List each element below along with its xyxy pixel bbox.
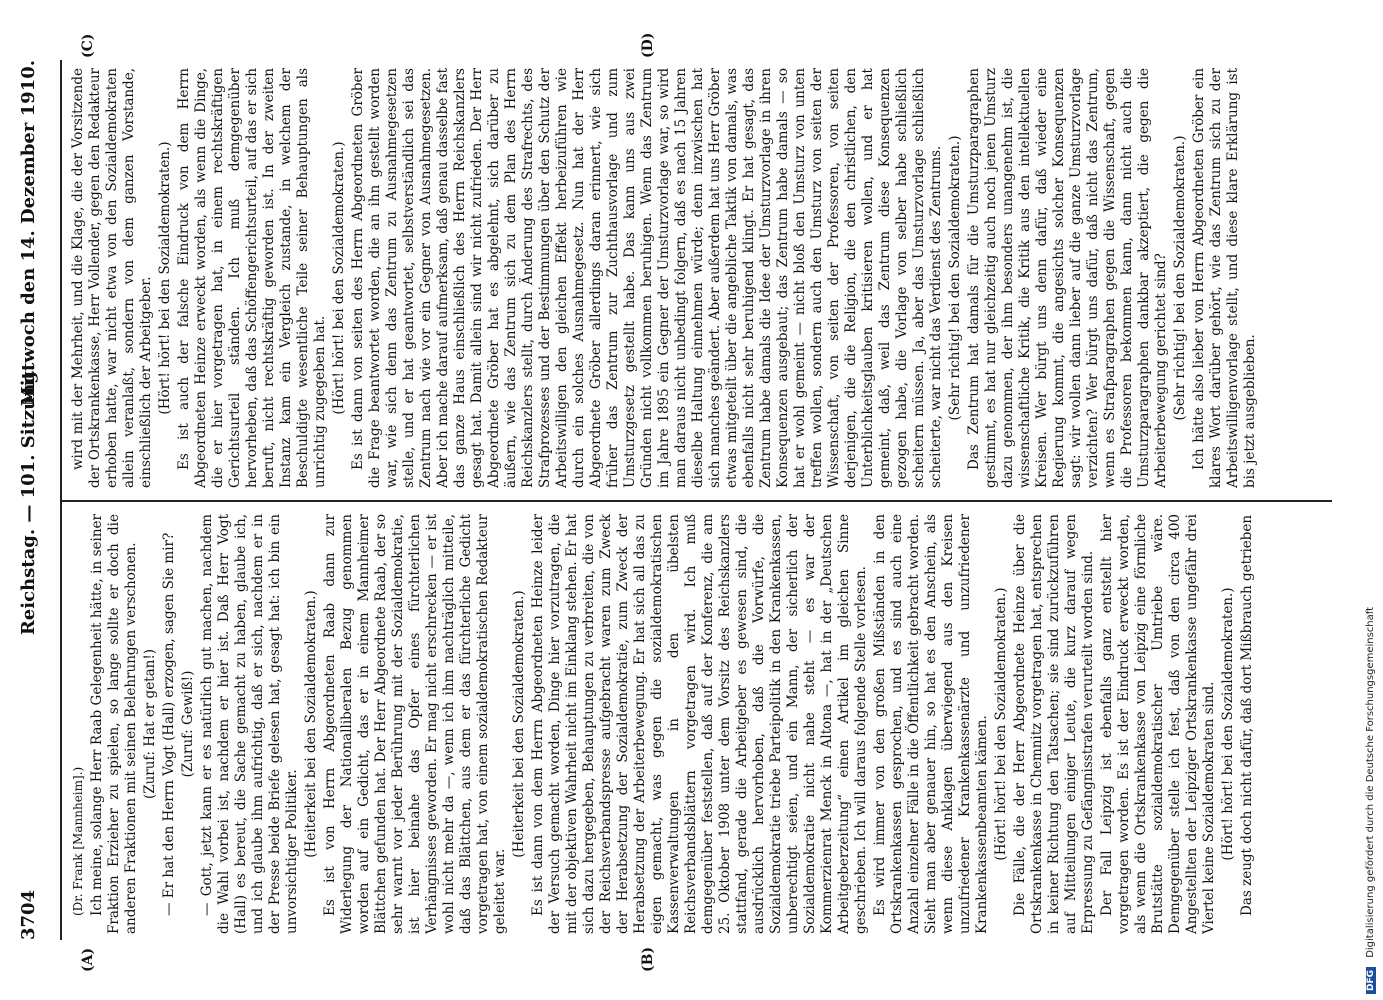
- interjection: (Hört! hört! bei den Sozialdemokraten.): [993, 587, 1009, 861]
- page-number: 3704: [18, 889, 39, 940]
- interjection: (Heiterkeit bei den Sozialdemokraten.): [511, 590, 527, 858]
- paragraph: Es ist von Herrn Abgeordneten Raab dann zur Widerlegung der Nationalliberalen Bezug genommen worden auf ein Gedicht, das er in einem Mannheimer Blättchen gefunden hat. Der Herr Abgeordnete Raab, der so sehr warnt vor jeder Berührung mit der Sozialdemokratie, ist hier beinahe das Opfer eines fürchterlichen Verhängnisses geworden. Er mag nicht erschrecken — er ist wohl nicht mehr da —, wenn ich ihm nachträglich mitteile, daß das Blättchen, aus dem er das fürchterliche Gedicht vorgetragen hat, von einem sozialdemokratischen Redakteur geleitet war.: [322, 514, 508, 934]
- interjection: (Sehr richtig! bei den Sozialdemokraten.): [1172, 135, 1188, 421]
- paragraph: Die Fälle, die der Herr Abgeordnete Heinze über die Ortskrankenkasse in Chemnitz vorgetragen hat, entsprechen in keiner Richtung den Tatsachen; sie sind zurückzuführen auf Mitteilungen einiger Leute, die kurz darauf wegen Erpressung zu Gefängnisstrafen verurteilt worden sind.: [1012, 514, 1096, 934]
- page-header: [18, 60, 58, 940]
- marker-a: (A): [80, 947, 96, 972]
- left-column: [70, 514, 1330, 934]
- marker-c: (C): [80, 33, 96, 58]
- dfg-credit: [1365, 6, 1381, 994]
- column-divider: [62, 500, 1332, 502]
- paragraph: Es ist dann von dem Herrn Abgeordneten Heinze leider der Versuch gemacht worden, Dinge hier vorzutragen, die mit der objektiven Wahrheit nicht im Einklang stehen. Er hat sich dazu hergegeben, Behauptungen zu verbreiten, die von der Reichsverbandspresse aufgebracht waren zum Zweck der Herabsetzung der Sozialdemokratie, zum Zweck der Herabsetzung der Arbeiterbewegung. Er hat sich all das zu eigen gemacht, was gegen die sozialdemokratischen Kassenverwaltungen in den übelsten Reichsverbandsblättern vorgetragen wird. Ich muß demgegenüber feststellen, daß auf der Konferenz, die am 25. Oktober 1908 unter dem Vorsitz des Reichskanzlers stattfand, gerade die Arbeitgeber es gewesen sind, die ausdrücklich hervorhoben, daß die Vorwürfe, die Sozialdemokratie triebe Parteipolitik in den Krankenkassen, unberechtigt seien, und ein Mann, der sicherlich der Sozialdemokratie nicht nahe steht — es war der Kommerzienrat Menck in Altona —, hat in der „Deutschen Arbeitgeberzeitung“ einen Artikel im gleichen Sinne geschrieben. Ich will daraus folgende Stelle vorlesen.: [530, 514, 869, 934]
- interjection: (Zuruf: Hat er getan!): [142, 648, 158, 800]
- paragraph: — Gott, jetzt kann er es natürlich gut machen, nachdem die Wahl vorbei ist, nachdem er hier ist. Daß Herr Vogt (Hall) es bereut, die Sache gemacht zu haben, glaube ich, und ich glaube ihm aufrichtig, daß er sich, nachdem er in der Presse beide Briefe gelesen hat, gesagt hat: ich bin ein unvorsichtiger Politiker.: [199, 514, 300, 934]
- interjection: (Zuruf: Gewiß!): [180, 670, 196, 778]
- interjection: (Hört! hört! bei den Sozialdemokraten.): [157, 141, 173, 415]
- paragraph: Es wird immer von den großen Mißständen in den Ortskrankenkassen gesprochen, und es sind auch eine Anzahl einzelner Fälle in die Öffentlichkeit gebracht worden. Sieht man aber genauer hin, so hat es den Anschein, als wenn diese Anklagen überwiegend aus den Kreisen unzufriedener Krankenkassenärzte und unzufriedener Krankenkassenbeamten kämen.: [872, 514, 990, 934]
- interjection: (Hört! hört! bei den Sozialdemokraten.): [1220, 587, 1236, 861]
- speaker-note: (Dr. Frank [Mannheim].): [71, 766, 85, 916]
- interjection: (Sehr richtig! bei den Sozialdemokraten.): [947, 135, 963, 421]
- paragraph: Es ist dann von seiten des Herrn Abgeordneten Gröber die Frage beantwortet worden, die an ihn gestellt worden war, wie sich denn das Zentrum zu Ausnahmegesetzen stelle, und er hat geantwortet, selbstverständlich sei das Zentrum nach wie vor ein Gegner von Ausnahmegesetzen. Aber ich mache darauf aufmerksam, daß genau dasselbe fast das ganze Haus einschließlich des Herrn Reichskanzlers gesagt hat. Damit allein sind wir nicht zufrieden. Der Herr Abgeordnete Gröber hat es abgelehnt, sich darüber zu äußern, wie das Zentrum sich zu dem Plan des Herrn Reichskanzlers stellt, durch Änderung des Strafrechts, des Strafprozesses und der Bestimmungen über den Schutz der Arbeitswilligen den gleichen Effekt herbeizuführen wie durch ein solches Ausnahmegesetz. Nun hat der Herr Abgeordnete Gröber allerdings daran erinnert, wie sich früher das Zentrum zur Zuchthausvorlage und zum Umsturzgesetz gestellt habe. Das kann uns aus zwei Gründen nicht vollkommen beruhigen. Wenn das Zentrum im Jahre 1895 ein Gegner der Umsturzvorlage war, so wird man daraus nicht unbedingt folgern, daß es nach 15 Jahren dieselbe Haltung einnehmen würde; denn inzwischen hat sich manches geändert. Aber außerdem hat uns Herr Gröber etwas mitgeteilt über die angebliche Taktik von damals, was ebenfalls nicht sehr beruhigend klingt. Er hat gesagt, das Zentrum habe damals die Idee der Umsturzvorlage in ihren Konsequenzen ausgebaut; das Zentrum habe damals — so hat er wohl gemeint — nicht bloß den Umsturz von unten treffen wollen, sondern auch den Umsturz von seiten der Wissenschaft, von seiten der Professoren, von seiten derjenigen, die die Religion, die den christlichen, den Unterblichkeitsglauben kritisieren wollen, und er hat gemeint, daß, weil das Zentrum diese Konsequenzen gezogen habe, die Vorlage von selber habe schließlich scheitern müssen. Ja, aber das Umsturzvorlage schließlich scheiterte, war nicht das Verdienst des Zentrums.: [350, 68, 944, 488]
- paragraph: Das zeugt doch nicht dafür, daß dort Mißbrauch getrieben: [1239, 514, 1255, 916]
- interjection: (Heiterkeit bei den Sozialdemokraten.): [303, 590, 319, 858]
- paragraph: Ich hätte also lieber von Herrn Abgeordneten Gröber ein klares Wort darüber gehört, wie das Zentrum sich zu der Arbeitswilligenvorlage stellt, und diese klare Erklärung ist bis jetzt ausgeblieben.: [1191, 68, 1258, 488]
- right-column: [70, 68, 1330, 488]
- paragraph: — Er hat den Herrn Vogt (Hall) erzogen, sagen Sie mir?: [161, 532, 177, 916]
- session-date: Mittwoch den 14. Dezember 1910.: [18, 60, 39, 407]
- paragraph: wird mit der Mehrheit, und die Klage, die der Vorsitzende der Ortskrankenkasse, Herr Vollender, gegen den Redakteur erhoben hatte, war nicht etwa von den Sozialdemokraten allein veranlaßt, sondern von dem ganzen Vorstande, einschließlich der Arbeitgeber.: [70, 68, 154, 488]
- paragraph: Der Fall Leipzig ist ebenfalls ganz entstellt hier vorgetragen worden. Es ist der Eindruck erweckt worden, als wenn die Ortskrankenkasse von Leipzig eine förmliche Brutstätte sozialdemokratischer Umtriebe wäre. Demgegenüber stelle ich fest, daß von den circa 400 Angestellten der Leipziger Ortskrankenkasse ungefähr drei Viertel keine Sozialdemokraten sind.: [1099, 514, 1217, 934]
- session-title: Reichstag. — 101. Sitzung.: [18, 364, 39, 636]
- paragraph: Das Zentrum hat damals für die Umsturzparagraphen gestimmt, es hat nur gleichzeitig auch noch jenen Umsturz dazu genommen, der ihm besonders unangenehm ist, die wissenschaftliche Kritik, die Kritik aus den intellektuellen Kreisen. Wer bürgt uns denn dafür, daß wieder eine Regierung kommt, die angesichts solcher Konsequenzen sagt: wir wollen dann lieber auf die ganze Umsturzvorlage verzichten? Wer bürgt uns dafür, daß nicht das Zentrum, wenn es Strafparagraphen gegen die Wissenschaft, gegen die Professoren bekommen kann, dann nicht auch die Umsturzparagraphen dankbar akzeptiert, die gegen die Arbeiterbewegung gerichtet sind?: [966, 68, 1169, 488]
- interjection: (Hört! hört! bei den Sozialdemokraten.): [331, 141, 347, 415]
- marker-d: (D): [640, 32, 656, 58]
- dfg-logo: DFG: [1366, 967, 1376, 994]
- dfg-credit-text: Digitalisierung gefördert durch die Deutsche Forschungsgemeinschaft: [1365, 606, 1376, 958]
- paragraph: Es ist auch der falsche Eindruck von dem Herrn Abgeordneten Heinze erweckt worden, als wenn die Dinge, die er hier vorgetragen hat, in einem rechtskräftigen Gerichtsurteil ständen. Ich muß demgegenüber hervorheben, daß das Schöffengerichtsurteil, auf das er sich beruft, nicht rechtskräftig geworden ist. In der zweiten Instanz kam ein Vergleich zustande, in welchem der Beschuldigte wesentliche Teile seiner Behauptungen als unrichtig zugegeben hat.: [176, 68, 328, 488]
- paragraph: Ich meine, solange Herr Raab Gelegenheit hätte, in seiner Fraktion Erzieher zu spielen, so lange sollte er doch die anderen Fraktionen mit seinen Belehrungen verschonen.: [89, 514, 139, 934]
- marker-b: (B): [640, 946, 656, 972]
